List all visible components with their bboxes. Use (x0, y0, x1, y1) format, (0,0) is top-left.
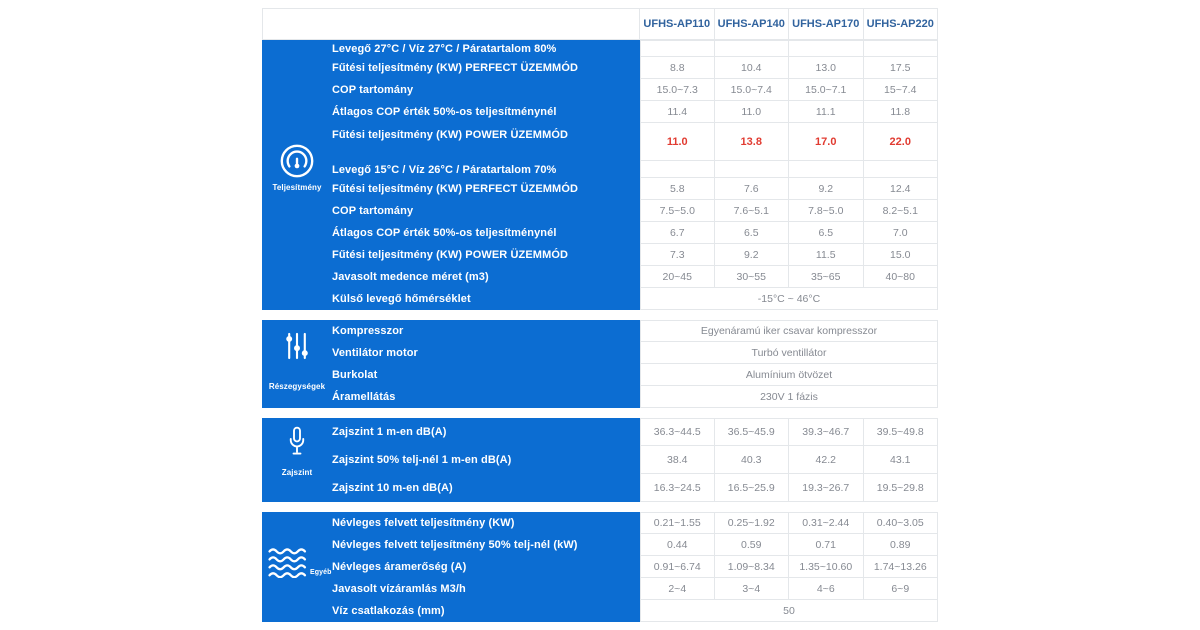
value-cell: 40.3 (715, 446, 790, 474)
row-label: Külső levegő hőmérséklet (262, 288, 640, 310)
value-cell: 11.4 (640, 101, 715, 123)
value-cell: 20~45 (640, 266, 715, 288)
section-caption: Teljesítmény (272, 183, 322, 192)
value-cell: 7.6 (715, 178, 790, 200)
product-header: UFHS-AP140 (715, 8, 790, 40)
table-row (262, 266, 938, 288)
table-row (262, 474, 938, 502)
row-label: Fűtési teljesítmény (KW) PERFECT ÜZEMMÓD (262, 57, 640, 79)
row-label: Fűtési teljesítmény (KW) PERFECT ÜZEMMÓD (262, 178, 640, 200)
table-row (262, 364, 938, 386)
row-label: COP tartomány (262, 200, 640, 222)
value-cell: 6.5 (715, 222, 790, 244)
section-reszegysegek (262, 320, 938, 408)
value-cell: 3~4 (715, 578, 790, 600)
value-cell: 11.8 (864, 101, 939, 123)
table-row (262, 288, 938, 310)
row-label: Áramellátás (262, 386, 640, 408)
table-row (262, 123, 938, 161)
value-cell (789, 40, 864, 57)
value-cell: 15.0 (864, 244, 939, 266)
value-cell: 1.35~10.60 (789, 556, 864, 578)
value-cell (640, 40, 715, 57)
value-cell: 39.5~49.8 (864, 418, 939, 446)
value-cell: 11.0 (715, 101, 790, 123)
table-row (262, 446, 938, 474)
value-cell-merged: Egyenáramú iker csavar kompresszor (640, 320, 938, 342)
row-label: Fűtési teljesítmény (KW) POWER ÜZEMMÓD (262, 123, 640, 161)
value-cell: 7.5~5.0 (640, 200, 715, 222)
row-label: COP tartomány (262, 79, 640, 101)
value-cell: 15.0~7.1 (789, 79, 864, 101)
table-row (262, 57, 938, 79)
row-label: Levegő 15°C / Víz 26°C / Páratartalom 70% (262, 161, 640, 178)
value-cell: 0.21~1.55 (640, 512, 715, 534)
row-label: Zajszint 10 m-en dB(A) (262, 474, 640, 502)
value-cell: 11.1 (789, 101, 864, 123)
value-cell: 36.3~44.5 (640, 418, 715, 446)
value-cell-merged: 50 (640, 600, 938, 622)
table-row (262, 222, 938, 244)
table-row (262, 342, 938, 364)
table-row (262, 534, 938, 556)
row-label: Ventilátor motor (262, 342, 640, 364)
table-row (262, 512, 938, 534)
row-label: Zajszint 1 m-en dB(A) (262, 418, 640, 446)
section-caption: Zajszint (281, 468, 313, 477)
row-label: Névleges áramerőség (A) (262, 556, 640, 578)
row-label: Burkolat (262, 364, 640, 386)
value-cell (640, 161, 715, 178)
section-egyeb (262, 512, 938, 622)
product-header: UFHS-AP110 (640, 8, 715, 40)
row-label: Javasolt medence méret (m3) (262, 266, 640, 288)
table-row (262, 320, 938, 342)
value-cell: 0.25~1.92 (715, 512, 790, 534)
value-cell: 2~4 (640, 578, 715, 600)
value-cell: 10.4 (715, 57, 790, 79)
value-cell: 0.71 (789, 534, 864, 556)
value-cell: 0.59 (715, 534, 790, 556)
value-cell: 19.5~29.8 (864, 474, 939, 502)
product-header-row (262, 8, 938, 40)
table-row (262, 40, 938, 57)
value-cell: 0.40~3.05 (864, 512, 939, 534)
table-row (262, 101, 938, 123)
value-cell: 6.5 (789, 222, 864, 244)
value-cell (864, 161, 939, 178)
value-cell: 13.0 (789, 57, 864, 79)
value-cell: 40~80 (864, 266, 939, 288)
value-cell (715, 40, 790, 57)
table-row (262, 578, 938, 600)
value-cell: 9.2 (715, 244, 790, 266)
value-cell: 6.7 (640, 222, 715, 244)
value-cell: 5.8 (640, 178, 715, 200)
table-row (262, 178, 938, 200)
spec-table (262, 0, 938, 630)
value-cell: 0.89 (864, 534, 939, 556)
row-label: Levegő 27°C / Víz 27°C / Páratartalom 80% (262, 40, 640, 57)
row-label: Kompresszor (262, 320, 640, 342)
value-cell: 22.0 (864, 123, 939, 161)
value-cell: 1.09~8.34 (715, 556, 790, 578)
value-cell: 17.0 (789, 123, 864, 161)
value-cell: 8.8 (640, 57, 715, 79)
value-cell: 13.8 (715, 123, 790, 161)
product-header: UFHS-AP170 (789, 8, 864, 40)
value-cell: 39.3~46.7 (789, 418, 864, 446)
value-cell: 42.2 (789, 446, 864, 474)
value-cell: 0.31~2.44 (789, 512, 864, 534)
value-cell (789, 161, 864, 178)
table-row (262, 600, 938, 622)
row-label: Átlagos COP érték 50%-os teljesítménynél (262, 101, 640, 123)
section-caption: Egyéb (310, 569, 332, 576)
value-cell: 7.6~5.1 (715, 200, 790, 222)
value-cell: 43.1 (864, 446, 939, 474)
value-cell: 16.3~24.5 (640, 474, 715, 502)
value-cell: 38.4 (640, 446, 715, 474)
value-cell: 15.0~7.4 (715, 79, 790, 101)
value-cell: 7.0 (864, 222, 939, 244)
section-zajszint (262, 418, 938, 502)
value-cell: 0.91~6.74 (640, 556, 715, 578)
value-cell: 7.3 (640, 244, 715, 266)
section-caption: Részegységek (268, 382, 326, 391)
row-label: Víz csatlakozás (mm) (262, 600, 640, 622)
value-cell: 11.0 (640, 123, 715, 161)
value-cell: 8.2~5.1 (864, 200, 939, 222)
value-cell: 0.44 (640, 534, 715, 556)
row-label: Átlagos COP érték 50%-os teljesítménynél (262, 222, 640, 244)
value-cell: 16.5~25.9 (715, 474, 790, 502)
value-cell: 30~55 (715, 266, 790, 288)
value-cell: 15.0~7.3 (640, 79, 715, 101)
value-cell: 35~65 (789, 266, 864, 288)
value-cell-merged: 230V 1 fázis (640, 386, 938, 408)
row-label: Zajszint 50% telj-nél 1 m-en dB(A) (262, 446, 640, 474)
table-row (262, 200, 938, 222)
value-cell: 9.2 (789, 178, 864, 200)
row-label: Névleges felvett teljesítmény 50% telj-nél (kW) (262, 534, 640, 556)
table-row (262, 418, 938, 446)
value-cell: 15~7.4 (864, 79, 939, 101)
row-label: Fűtési teljesítmény (KW) POWER ÜZEMMÓD (262, 244, 640, 266)
value-cell: 11.5 (789, 244, 864, 266)
value-cell: 7.8~5.0 (789, 200, 864, 222)
table-row (262, 161, 938, 178)
header-spacer-cell (262, 8, 640, 40)
table-row (262, 79, 938, 101)
value-cell: 4~6 (789, 578, 864, 600)
product-header: UFHS-AP220 (864, 8, 939, 40)
table-row (262, 244, 938, 266)
table-row (262, 556, 938, 578)
value-cell (715, 161, 790, 178)
value-cell: 1.74~13.26 (864, 556, 939, 578)
row-label: Javasolt vízáramlás M3/h (262, 578, 640, 600)
table-row (262, 386, 938, 408)
section-teljesitmeny (262, 40, 938, 310)
value-cell: 12.4 (864, 178, 939, 200)
row-label: Névleges felvett teljesítmény (KW) (262, 512, 640, 534)
value-cell-merged: -15°C ~ 46°C (640, 288, 938, 310)
value-cell-merged: Turbó ventillátor (640, 342, 938, 364)
value-cell: 6~9 (864, 578, 939, 600)
value-cell (864, 40, 939, 57)
value-cell: 17.5 (864, 57, 939, 79)
value-cell: 36.5~45.9 (715, 418, 790, 446)
value-cell: 19.3~26.7 (789, 474, 864, 502)
value-cell-merged: Alumínium ötvözet (640, 364, 938, 386)
